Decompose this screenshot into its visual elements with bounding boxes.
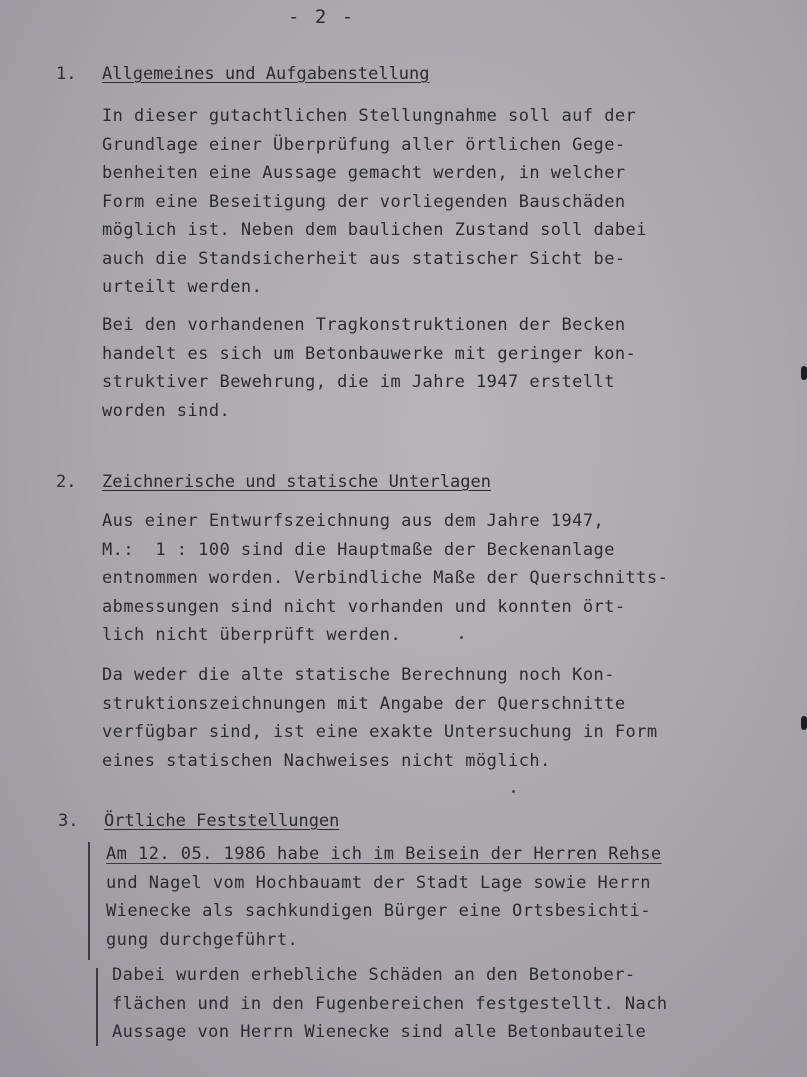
section-heading: Örtliche Feststellungen (104, 811, 340, 831)
paper-speck (512, 790, 515, 793)
text-line: urteilt werden. (102, 277, 263, 297)
text-line: Aus einer Entwurfszeichnung aus dem Jahre 1947, (102, 511, 605, 531)
text-line: lich nicht überprüft werden. (102, 625, 402, 645)
paragraph (112, 961, 752, 1047)
section-number: 3. (58, 811, 79, 831)
text-line: In dieser gutachtlichen Stellungnahme soll auf der (102, 106, 637, 126)
text-line: möglich ist. Neben dem baulichen Zustand soll dabei (102, 220, 647, 240)
text-line: handelt es sich um Betonbauwerke mit geringer kon- (102, 343, 637, 364)
text-line: gung durchgeführt. (106, 929, 299, 950)
paragraph (102, 507, 742, 650)
text-line: worden sind. (102, 400, 231, 421)
section-number: 2. (56, 472, 77, 492)
margin-mark (96, 968, 98, 1046)
page-number: - 2 - (288, 6, 356, 28)
text-line: abmessungen sind nicht vorhanden und konnten ört- (102, 596, 626, 617)
section-heading: Zeichnerische und statische Unterlagen (102, 472, 491, 492)
text-line: Grundlage einer Überprüfung aller örtlichen Gege- (102, 134, 626, 155)
text-line: Am 12. 05. 1986 habe ich im Beisein der Herren Rehse (106, 844, 662, 864)
section-heading: Allgemeines und Aufgabenstellung (102, 64, 430, 84)
paragraph (102, 102, 742, 302)
text-line: und Nagel vom Hochbauamt der Stadt Lage sowie Herrn (106, 872, 651, 893)
text-line: benheiten eine Aussage gemacht werden, in welcher (102, 163, 626, 183)
text-line: auch die Standsicherheit aus statischer Sicht be- (102, 248, 626, 269)
text-line: Dabei wurden erhebliche Schäden an den Betonober- (112, 965, 636, 985)
section-number: 1. (56, 64, 77, 84)
text-line: struktionszeichnungen mit Angabe der Querschnitte (102, 693, 626, 714)
text-line: Form eine Beseitigung der vorliegenden Bauschäden (102, 191, 626, 212)
text-line: entnommen worden. Verbindliche Maße der Querschnitts- (102, 568, 669, 588)
margin-mark (88, 842, 90, 960)
text-line: Wienecke als sachkundigen Bürger eine Ortsbesichti- (106, 901, 651, 921)
paragraph (102, 311, 742, 425)
text-line: Aussage von Herrn Wienecke sind alle Betonbauteile (112, 1022, 647, 1042)
punch-hole-shadow (801, 716, 807, 730)
punch-hole-shadow (801, 366, 807, 380)
text-line: Bei den vorhandenen Tragkonstruktionen der Becken (102, 315, 626, 335)
text-line: struktiver Bewehrung, die im Jahre 1947 erstellt (102, 372, 615, 392)
paragraph (102, 661, 742, 775)
text-line: eines statischen Nachweises nicht möglich. (102, 750, 551, 771)
paper-speck (460, 636, 463, 639)
text-line: Da weder die alte statische Berechnung noch Kon- (102, 665, 615, 685)
text-line: M.: 1 : 100 sind die Hauptmaße der Beckenanlage (102, 539, 615, 560)
text-line: flächen und in den Fugenbereichen festgestellt. Nach (112, 993, 668, 1014)
text-line: verfügbar sind, ist eine exakte Untersuchung in Form (102, 722, 658, 742)
paragraph (106, 840, 746, 954)
